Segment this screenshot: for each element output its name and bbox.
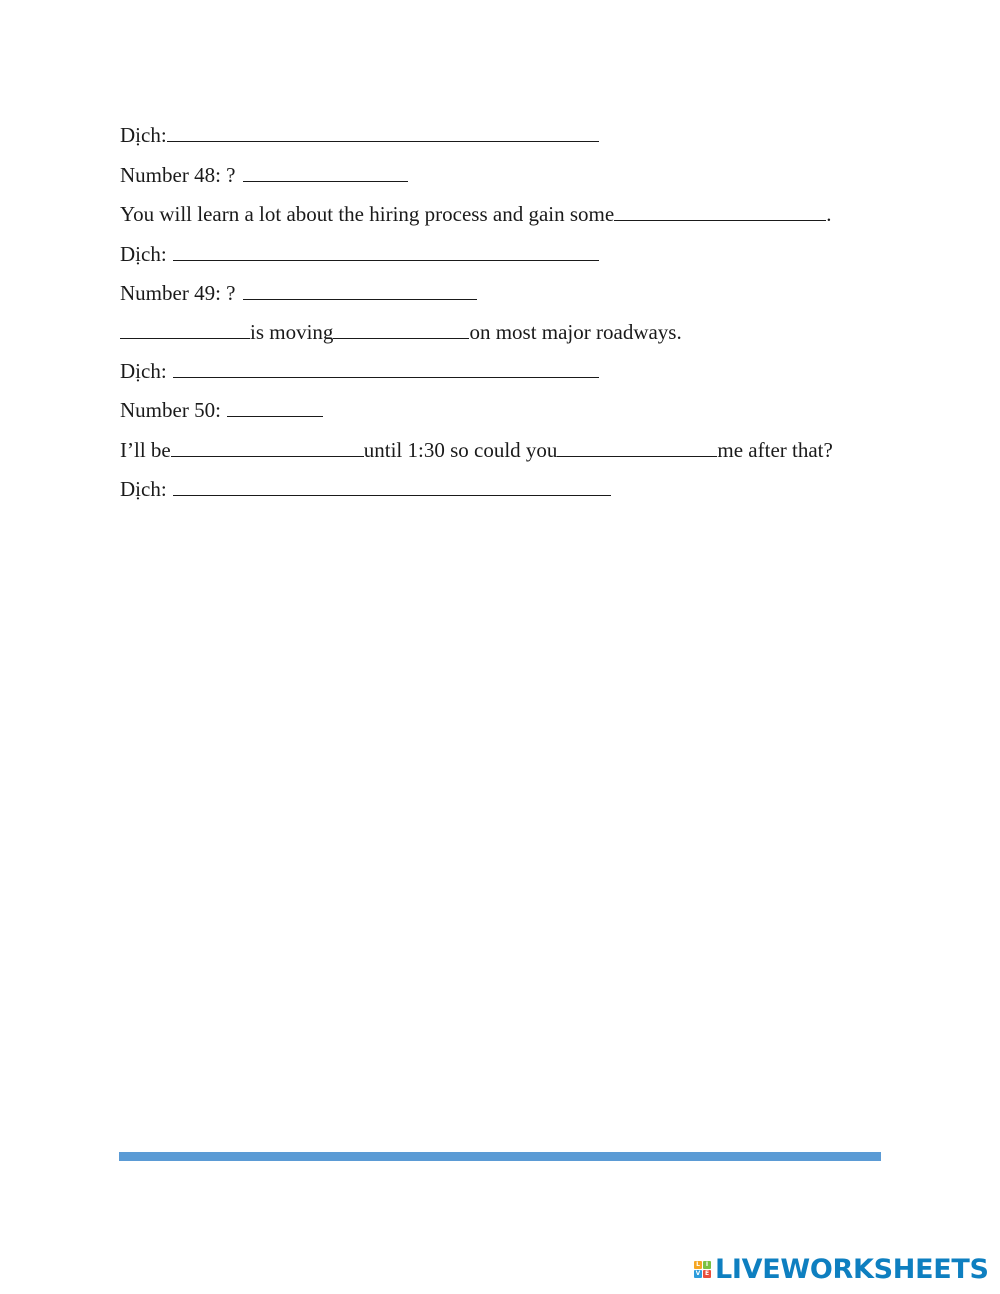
question-label: Number 48: ? — [120, 163, 236, 187]
sentence-50 — [120, 436, 833, 462]
sentence-48 — [120, 200, 831, 226]
answer-blank[interactable] — [173, 475, 611, 496]
answer-blank[interactable] — [167, 121, 599, 142]
sentence-text: me after that? — [717, 438, 833, 462]
answer-blank[interactable] — [171, 436, 364, 457]
sentence-text: is moving — [250, 320, 334, 344]
answer-blank[interactable] — [333, 318, 469, 339]
translation-label: Dịch: — [120, 123, 167, 147]
answer-blank[interactable] — [227, 396, 323, 417]
answer-blank[interactable] — [243, 161, 408, 182]
answer-blank[interactable] — [120, 318, 250, 339]
question-number-48 — [120, 161, 408, 187]
answer-blank[interactable] — [557, 436, 717, 457]
logo-icon — [694, 1261, 711, 1278]
sentence-49 — [120, 318, 682, 344]
sentence-text: on most major roadways. — [469, 320, 682, 344]
sentence-text: I’ll be — [120, 438, 171, 462]
sentence-text: . — [826, 202, 832, 226]
liveworksheets-logo[interactable] — [694, 1254, 989, 1284]
translation-label: Dịch: — [120, 477, 167, 501]
sentence-text: until 1:30 so could you — [363, 438, 558, 462]
translation-label: Dịch: — [120, 242, 167, 266]
logo-letter-e: E — [704, 1269, 710, 1277]
question-label: Number 50: — [120, 398, 221, 422]
logo-wordmark: LIVEWORKSHEETS — [715, 1253, 989, 1285]
translation-line-2 — [120, 240, 599, 266]
answer-blank[interactable] — [614, 200, 826, 221]
question-number-49 — [120, 279, 477, 305]
answer-blank[interactable] — [173, 357, 599, 378]
answer-blank[interactable] — [173, 240, 599, 261]
question-number-50 — [120, 396, 323, 422]
logo-letter-i: I — [703, 1261, 711, 1269]
footer-divider — [119, 1152, 881, 1161]
question-label: Number 49: ? — [120, 281, 236, 305]
answer-blank[interactable] — [243, 279, 477, 300]
translation-line-1 — [120, 121, 599, 147]
logo-letter-l: L — [694, 1261, 702, 1269]
translation-label: Dịch: — [120, 359, 167, 383]
translation-line-4 — [120, 475, 611, 501]
sentence-text: You will learn a lot about the hiring process and gain some — [120, 202, 615, 226]
translation-line-3 — [120, 357, 599, 383]
logo-letter-v: V — [695, 1269, 701, 1277]
